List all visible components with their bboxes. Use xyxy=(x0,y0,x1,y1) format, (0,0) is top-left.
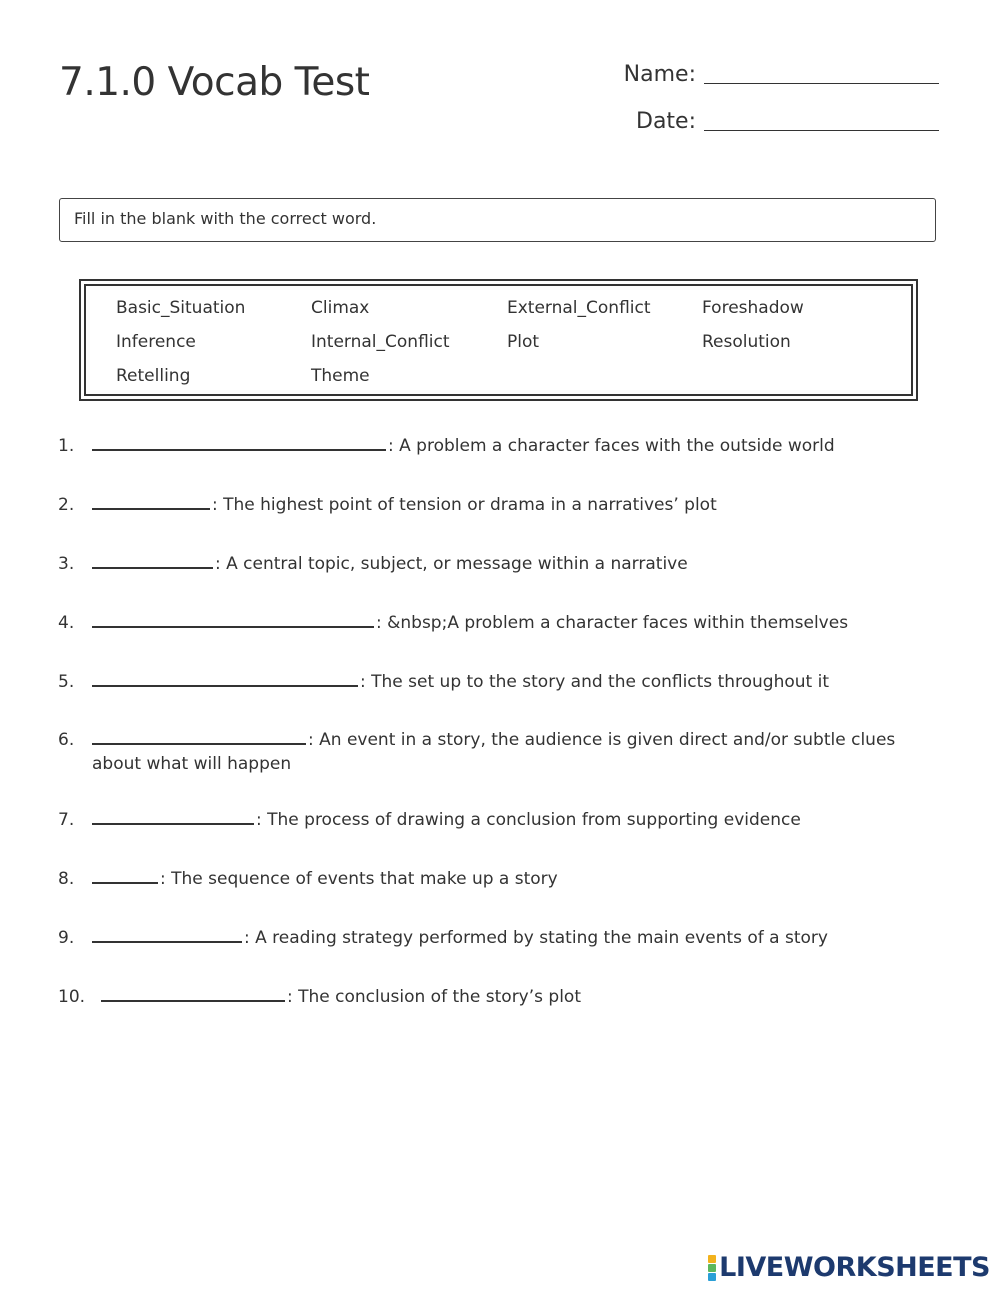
question-number: 6. xyxy=(58,730,75,750)
name-label: Name: xyxy=(623,62,696,87)
word-bank-item: Climax xyxy=(311,298,370,318)
question-text: : The conclusion of the story’s plot xyxy=(287,987,581,1007)
question-number: 5. xyxy=(58,672,75,692)
question-number: 8. xyxy=(58,869,75,889)
question-number: 1. xyxy=(58,436,75,456)
answer-blank[interactable] xyxy=(92,729,306,745)
question-number: 9. xyxy=(58,928,75,948)
word-bank-item: Inference xyxy=(116,332,196,352)
question-text: : The set up to the story and the conflicts throughout it xyxy=(360,672,830,692)
answer-blank[interactable] xyxy=(92,671,358,687)
logo-mark-icon xyxy=(708,1255,716,1281)
question-number: 7. xyxy=(58,810,75,830)
question-text: : A problem a character faces with the outside world xyxy=(388,436,835,456)
answer-blank[interactable] xyxy=(92,927,242,943)
name-input-line[interactable] xyxy=(704,83,939,84)
word-bank-item: Foreshadow xyxy=(702,298,804,318)
word-bank-item: Retelling xyxy=(116,366,191,386)
question-number: 4. xyxy=(58,613,75,633)
date-field-row xyxy=(636,109,939,134)
answer-blank[interactable] xyxy=(92,553,213,569)
question-number: 10. xyxy=(58,987,86,1007)
page-title: 7.1.0 Vocab Test xyxy=(59,60,370,105)
liveworksheets-logo xyxy=(708,1252,990,1283)
question-text: : An event in a story, the audience is given direct and/or subtle clues about what will happen xyxy=(92,730,896,774)
word-bank-item: External_Conflict xyxy=(507,298,651,318)
date-label: Date: xyxy=(636,109,696,134)
answer-blank[interactable] xyxy=(92,612,374,628)
question-number: 2. xyxy=(58,495,75,515)
question-text: : A central topic, subject, or message within a narrative xyxy=(215,554,688,574)
answer-blank[interactable] xyxy=(101,986,285,1002)
word-bank-item: Basic_Situation xyxy=(116,298,246,318)
question-text: : The highest point of tension or drama in a narratives’ plot xyxy=(212,495,717,515)
question-text: : The sequence of events that make up a story xyxy=(160,869,558,889)
word-bank-item: Theme xyxy=(311,366,370,386)
word-bank-item: Resolution xyxy=(702,332,791,352)
date-input-line[interactable] xyxy=(704,130,939,131)
name-field-row xyxy=(624,62,939,87)
answer-blank[interactable] xyxy=(92,868,158,884)
question-number: 3. xyxy=(58,554,75,574)
answer-blank[interactable] xyxy=(92,494,210,510)
answer-blank[interactable] xyxy=(92,809,254,825)
question-text: : A reading strategy performed by stating the main events of a story xyxy=(244,928,828,948)
logo-text: LIVEWORKSHEETS xyxy=(719,1252,990,1283)
word-bank xyxy=(79,279,918,401)
answer-blank[interactable] xyxy=(92,435,386,451)
instructions-box: Fill in the blank with the correct word. xyxy=(59,198,936,242)
word-bank-item: Plot xyxy=(507,332,540,352)
question-text: : &nbsp;A problem a character faces within themselves xyxy=(376,613,849,633)
question-text: : The process of drawing a conclusion from supporting evidence xyxy=(256,810,801,830)
word-bank-item: Internal_Conflict xyxy=(311,332,450,352)
